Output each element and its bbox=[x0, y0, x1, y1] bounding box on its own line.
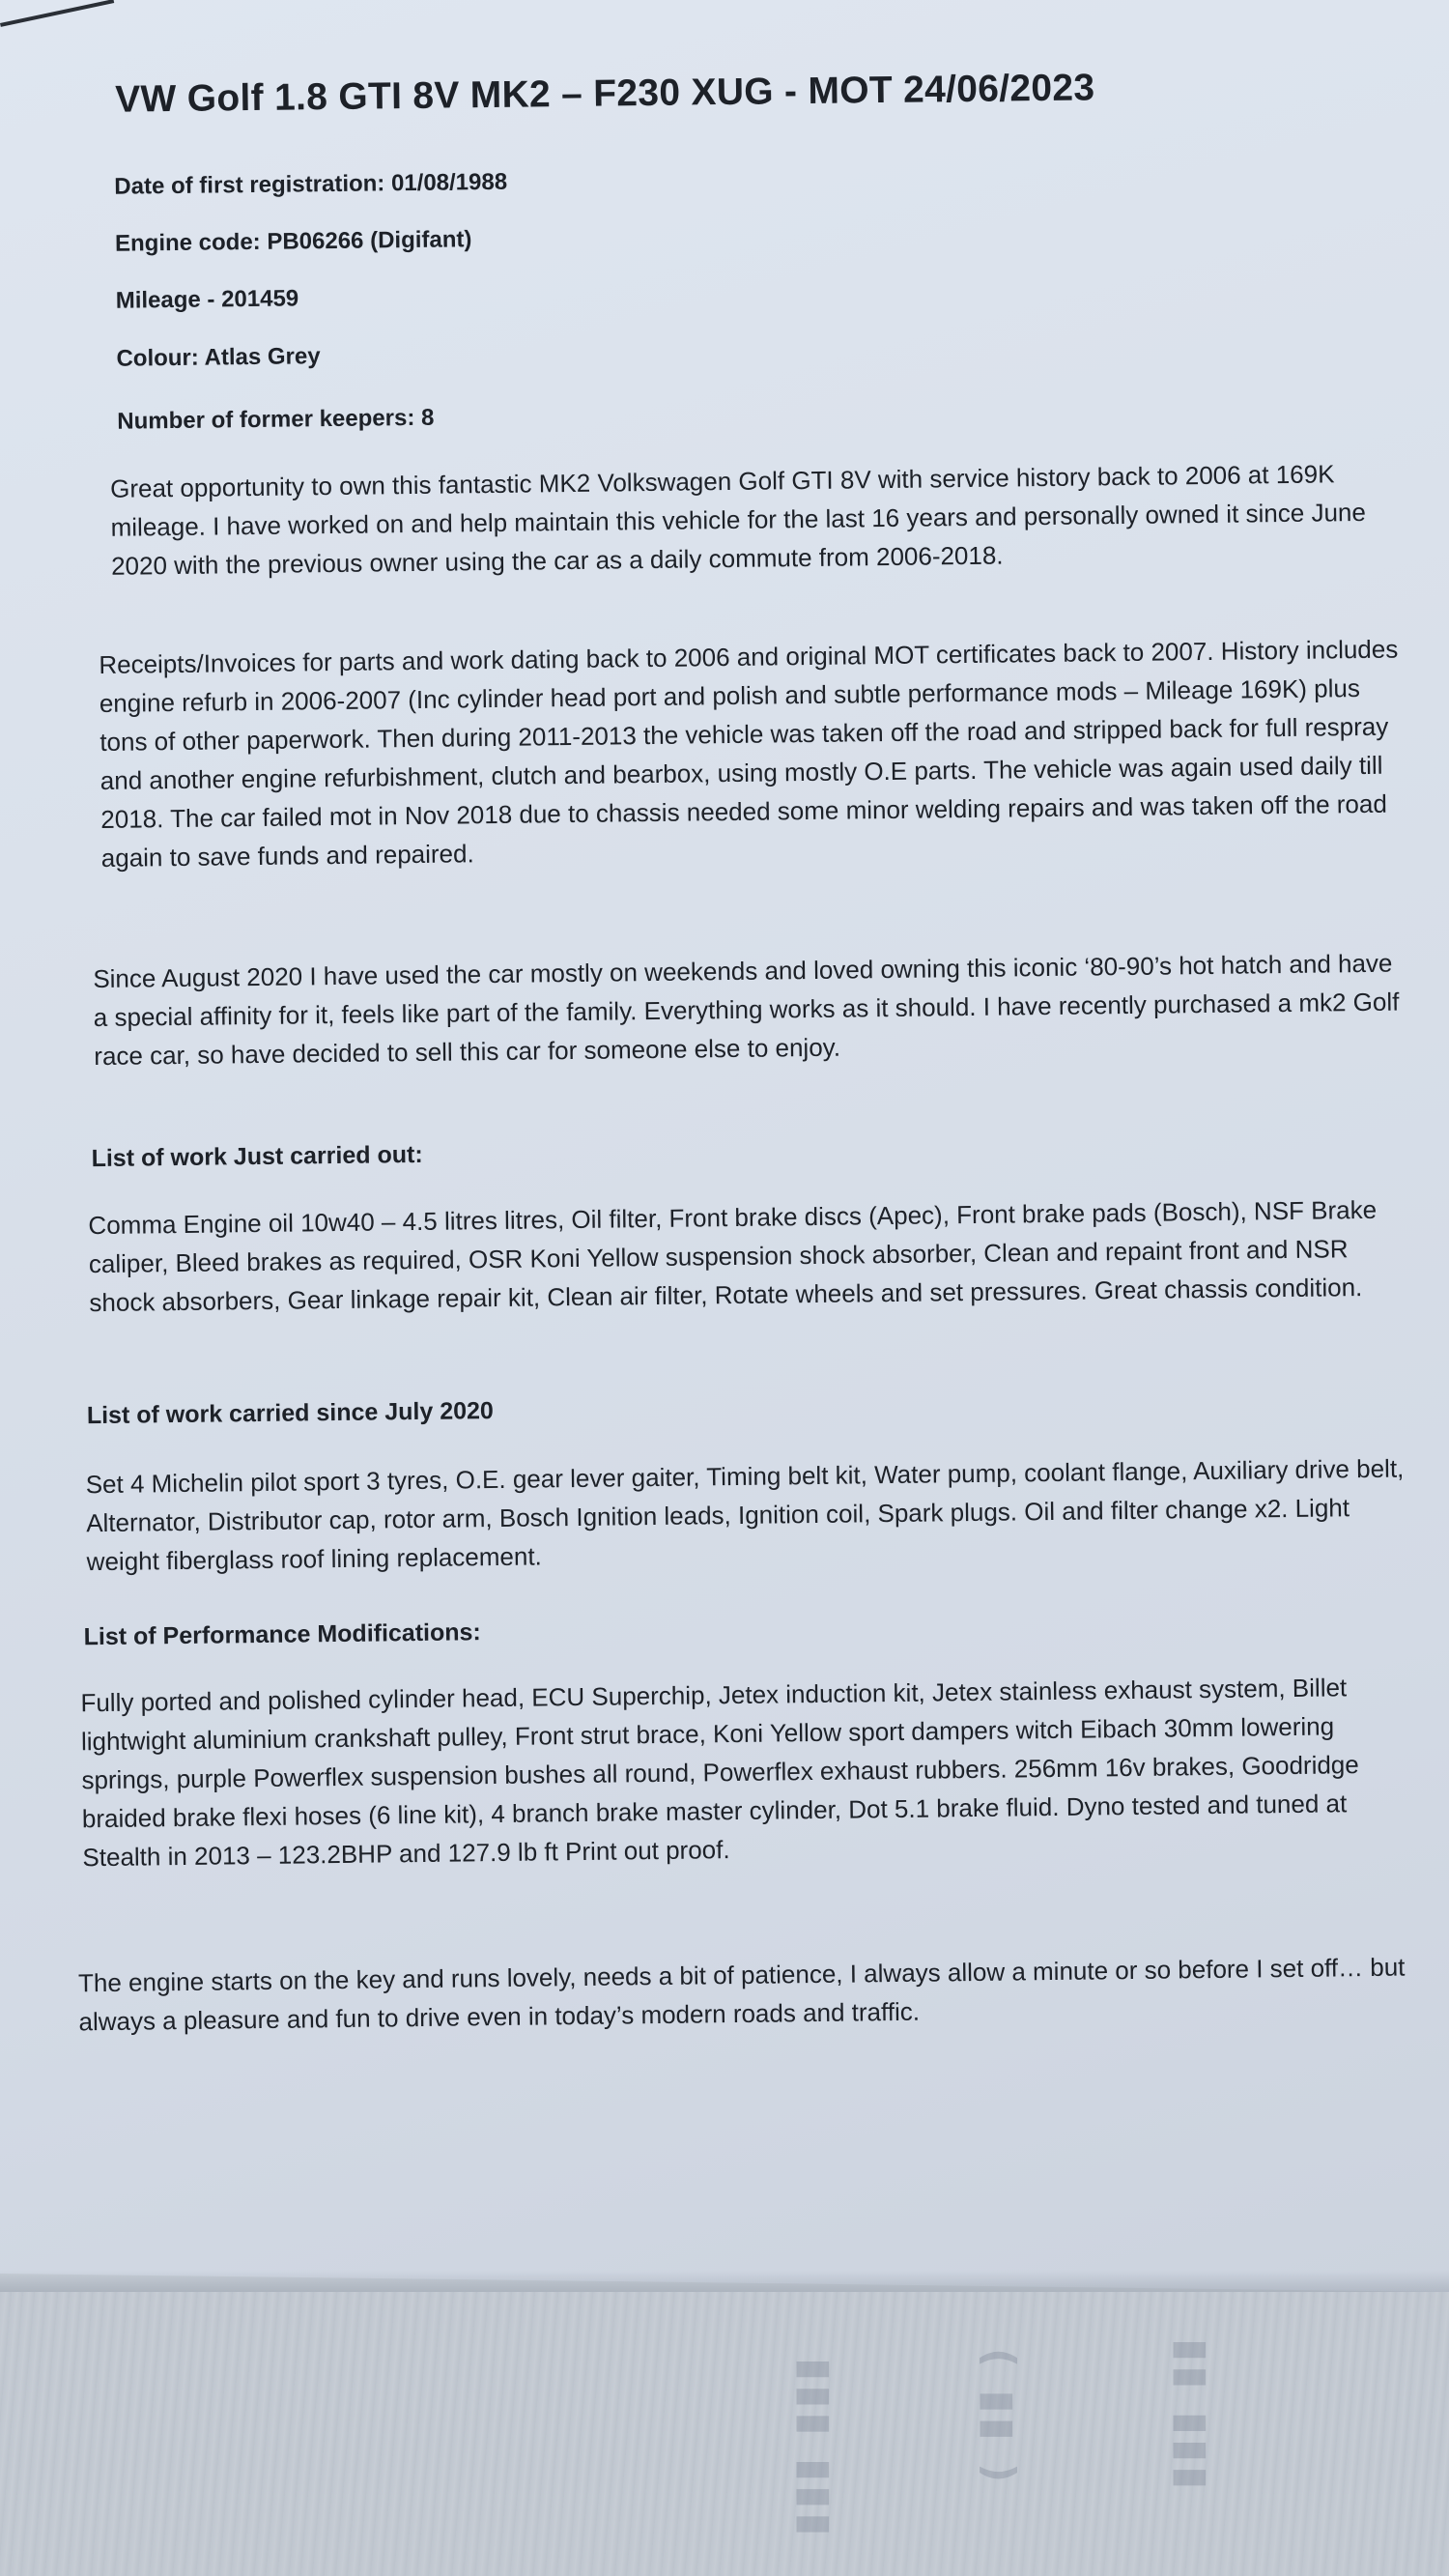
intro-paragraph: Great opportunity to own this fantastic MK2 Volkswagen Golf GTI 8V with service history back to 2006 at 169K mileage. I have worked on and help maintain this vehicle for the last 16 years and personally owned it since June 2020 with the previous owner using the car as a daily commute from 2006-2018. bbox=[109, 459, 1367, 581]
modifications-heading: List of Performance Modifications: bbox=[83, 1618, 481, 1651]
show-through-mark: ▮▮ ▮▮▮ bbox=[1168, 2338, 1217, 2494]
history-paragraph: Receipts/Invoices for parts and work dating back to 2006 and original MOT certificates back to 2007. History includes engine refurb in 2006-2007 (Inc cylinder head port and polish and subtle performance mods – Mileage 169K) plus tons of other paperwork. Then during 2011-2013 the vehicle was taken off the road and stripped back for full respray and another engine refurbishment, clutch and bearbox, using mostly O.E parts. The vehicle was again used daily till 2018. The car failed mot in Nov 2018 due to chassis needed some minor welding repairs and was taken off the road again to save funds and repaired. bbox=[99, 634, 1399, 873]
work-since-2020-paragraph: Set 4 Michelin pilot sport 3 tyres, O.E. gear lever gaiter, Timing belt kit, Water pump, coolant flange, Auxiliary drive belt, Alternator, Distributor cap, rotor arm, Bosch Ignition leads, Ignition coil, Spark plugs. Oil and filter change x2. Light weight fiberglass roof lining replacement. bbox=[85, 1453, 1405, 1577]
modifications-paragraph: Fully ported and polished cylinder head, ECU Superchip, Jetex induction kit, Jetex stainless exhaust system, Billet lightwight aluminium crankshaft pulley, Front strut brace, Koni Yellow sport dampers witch Eibach 30mm lowering springs, purple Powerflex suspension bushes all round, Powerflex exhaust rubbers. 256mm 16v brakes, Goodridge braided brake flexi hoses (6 line kit), 4 branch brake master cylinder, Dot 5.1 brake fluid. Dyno tested and tuned at Stealth in 2013 – 123.2BHP and 127.9 lb ft Print out proof. bbox=[80, 1673, 1359, 1873]
closing-paragraph: The engine starts on the key and runs lovely, needs a bit of patience, I always allow a minute or so before I set off… but always a pleasure and fun to drive even in today’s modern roads and traffic. bbox=[77, 1952, 1406, 2037]
work-just-done-paragraph: Comma Engine oil 10w40 – 4.5 litres litres, Oil filter, Front brake discs (Apec), Front brake pads (Bosch), NSF Brake caliper, Bleed brakes as required, OSR Koni Yellow suspension shock absorber, Clean and repaint front and NSR shock absorbers, Gear linkage repair kit, Clean air filter, Rotate wheels and set pressures. Great chassis condition. bbox=[88, 1194, 1378, 1318]
show-through-mark: ▮▮▮ ▮▮▮ bbox=[791, 2358, 840, 2540]
ownership-paragraph: Since August 2020 I have used the car mostly on weekends and loved owning this iconic ‘80-90’s hot hatch and have a special affinity for it, feels like part of the family. Everything works as it should. I have recently purchased a mk2 Golf race car, so have decided to sell this car for someone else to enjoy. bbox=[93, 948, 1400, 1072]
show-through-mark: ( ▮▮ ) bbox=[975, 2348, 1024, 2487]
document-title: VW Golf 1.8 GTI 8V MK2 – F230 XUG - MOT 24/06/2023 bbox=[114, 67, 1095, 121]
engine-code-field: Engine code: PB06266 (Digifant) bbox=[114, 226, 472, 257]
registration-date-field: Date of first registration: 01/08/1988 bbox=[114, 168, 508, 200]
colour-field: Colour: Atlas Grey bbox=[116, 343, 321, 372]
table-surface bbox=[0, 2292, 1449, 2576]
work-just-done-heading: List of work Just carried out: bbox=[91, 1140, 423, 1173]
former-keepers-field: Number of former keepers: 8 bbox=[117, 404, 435, 435]
mileage-field: Mileage - 201459 bbox=[115, 285, 299, 314]
work-since-2020-heading: List of work carried since July 2020 bbox=[86, 1397, 495, 1430]
